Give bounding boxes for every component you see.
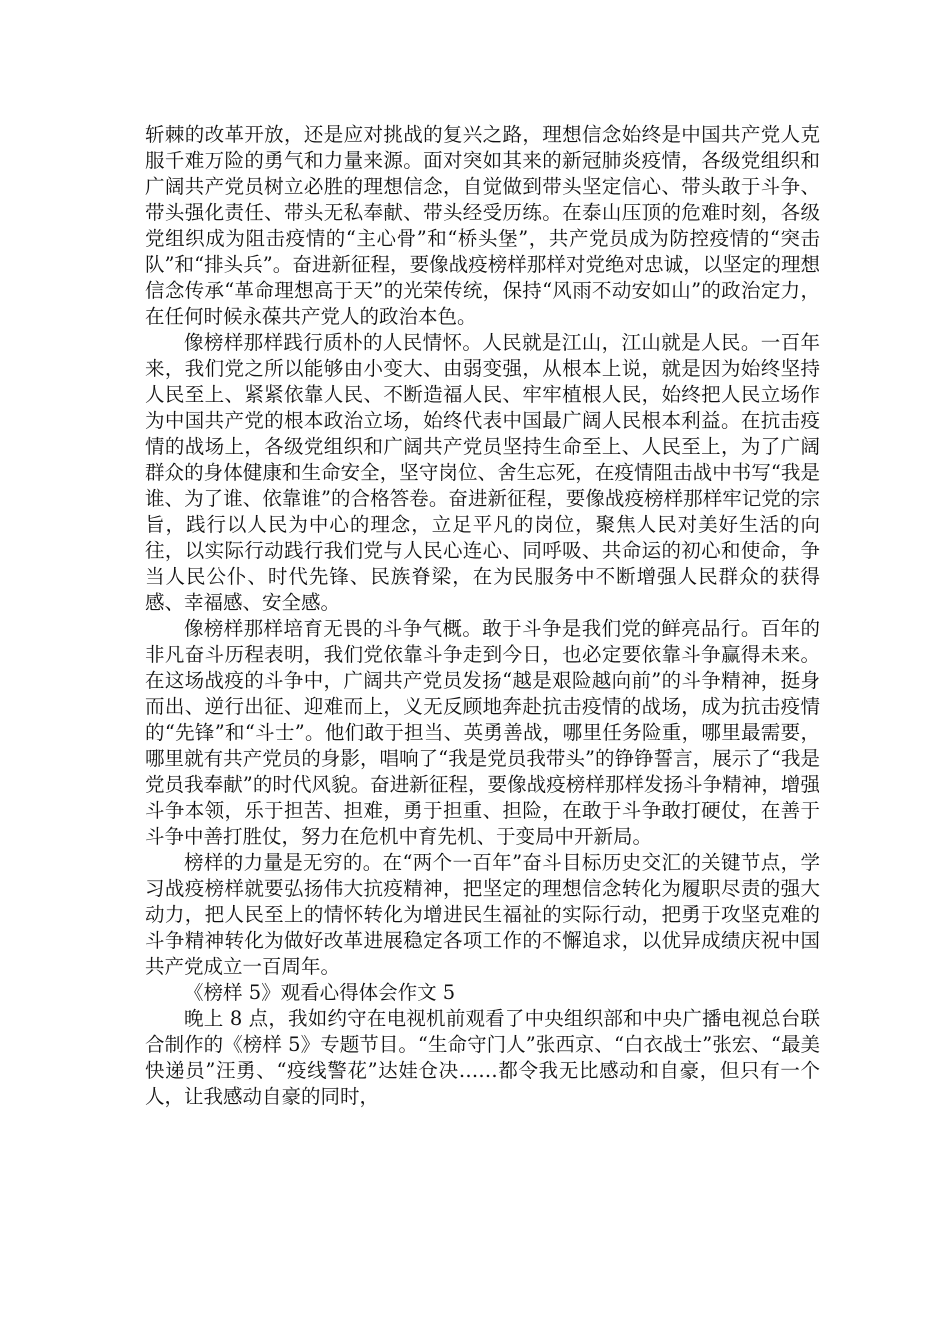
- paragraph-ideals: 斩棘的改革开放，还是应对挑战的复兴之路，理想信念始终是中国共产党人克服千难万险的勇气和力量来源。面对突如其来的新冠肺炎疫情，各级党组织和广阔共产党员树立必胜的理想信念，自觉做到带头坚定信心、带头敢于斗争、带头强化责任、带头无私奉献、带头经受历练。在泰山压顶的危难时刻，各级党组织成为阻击疫情的“主心骨”和“桥头堡”，共产党员成为防控疫情的“突击队”和“排头兵”。奋进新征程，要像战疫榜样那样对党绝对忠诚，以坚定的理想信念传承“革命理想高于天”的光荣传统，保持“风雨不动安如山”的政治定力，在任何时候永葆共产党人的政治本色。: [145, 123, 820, 328]
- paragraph-essay-five: 晚上 8 点，我如约守在电视机前观看了中央组织部和中央广播电视总台联合制作的《榜样 5》专题节目。“生命守门人”张西京、“白衣战士”张宏、“最美快递员”汪勇、“疫线警花”达娃仓决……都令我无比感动和自豪，但只有一个人，让我感动自豪的同时，: [145, 1007, 820, 1108]
- paragraph-people: 像榜样那样践行质朴的人民情怀。人民就是江山，江山就是人民。一百年来，我们党之所以能够由小变大、由弱变强，从根本上说，就是因为始终坚持人民至上、紧紧依靠人民、不断造福人民、牢牢植根人民，始终把人民立场作为中国共产党的根本政治立场，始终代表中国最广阔人民根本利益。在抗击疫情的战场上，各级党组织和广阔共产党员坚持生命至上、人民至上，为了广阔群众的身体健康和生命安全，坚守岗位、舍生忘死，在疫情阻击战中书写“我是谁、为了谁、依靠谁”的合格答卷。奋进新征程，要像战疫榜样那样牢记党的宗旨，践行以人民为中心的理念，立足平凡的岗位，聚焦人民对美好生活的向往，以实际行动践行我们党与人民心连心、同呼吸、共命运的初心和使命，争当人民公仆、时代先锋、民族脊梁，在为民服务中不断增强人民群众的获得感、幸福感、安全感。: [145, 331, 820, 614]
- paragraph-conclusion: 榜样的力量是无穷的。在“两个一百年”奋斗目标历史交汇的关键节点，学习战疫榜样就要弘扬伟大抗疫精神，把坚定的理想信念转化为履职尽责的强大动力，把人民至上的情怀转化为增进民生福祉的实际行动，把勇于攻坚克难的斗争精神转化为做好改革进展稳定各项工作的不懈追求，以优异成绩庆祝中国共产党成立一百周年。: [145, 851, 820, 978]
- document-body: [145, 122, 820, 1110]
- paragraph-struggle: 像榜样那样培育无畏的斗争气概。敢于斗争是我们党的鲜亮品行。百年的非凡奋斗历程表明，我们党依靠斗争走到今日，也必定要依靠斗争赢得未来。在这场战疫的斗争中，广阔共产党员发扬“越是艰险越向前”的斗争精神，挺身而出、逆行出征、迎难而上，义无反顾地奔赴抗击疫情的战场，成为抗击疫情的“先锋”和“斗士”。他们敢于担当、英勇善战，哪里任务险重，哪里最需要，哪里就有共产党员的身影，唱响了“我是党员我带头”的铮铮誓言，展示了“我是党员我奉献”的时代风貌。奋进新征程，要像战疫榜样那样发扬斗争精神，增强斗争本领，乐于担苦、担难，勇于担重、担险，在敢于斗争敢打硬仗，在善于斗争中善打胜仗，努力在危机中育先机、于变局中开新局。: [145, 617, 820, 848]
- section-heading: 《榜样 5》观看心得体会作文 5: [184, 981, 456, 1004]
